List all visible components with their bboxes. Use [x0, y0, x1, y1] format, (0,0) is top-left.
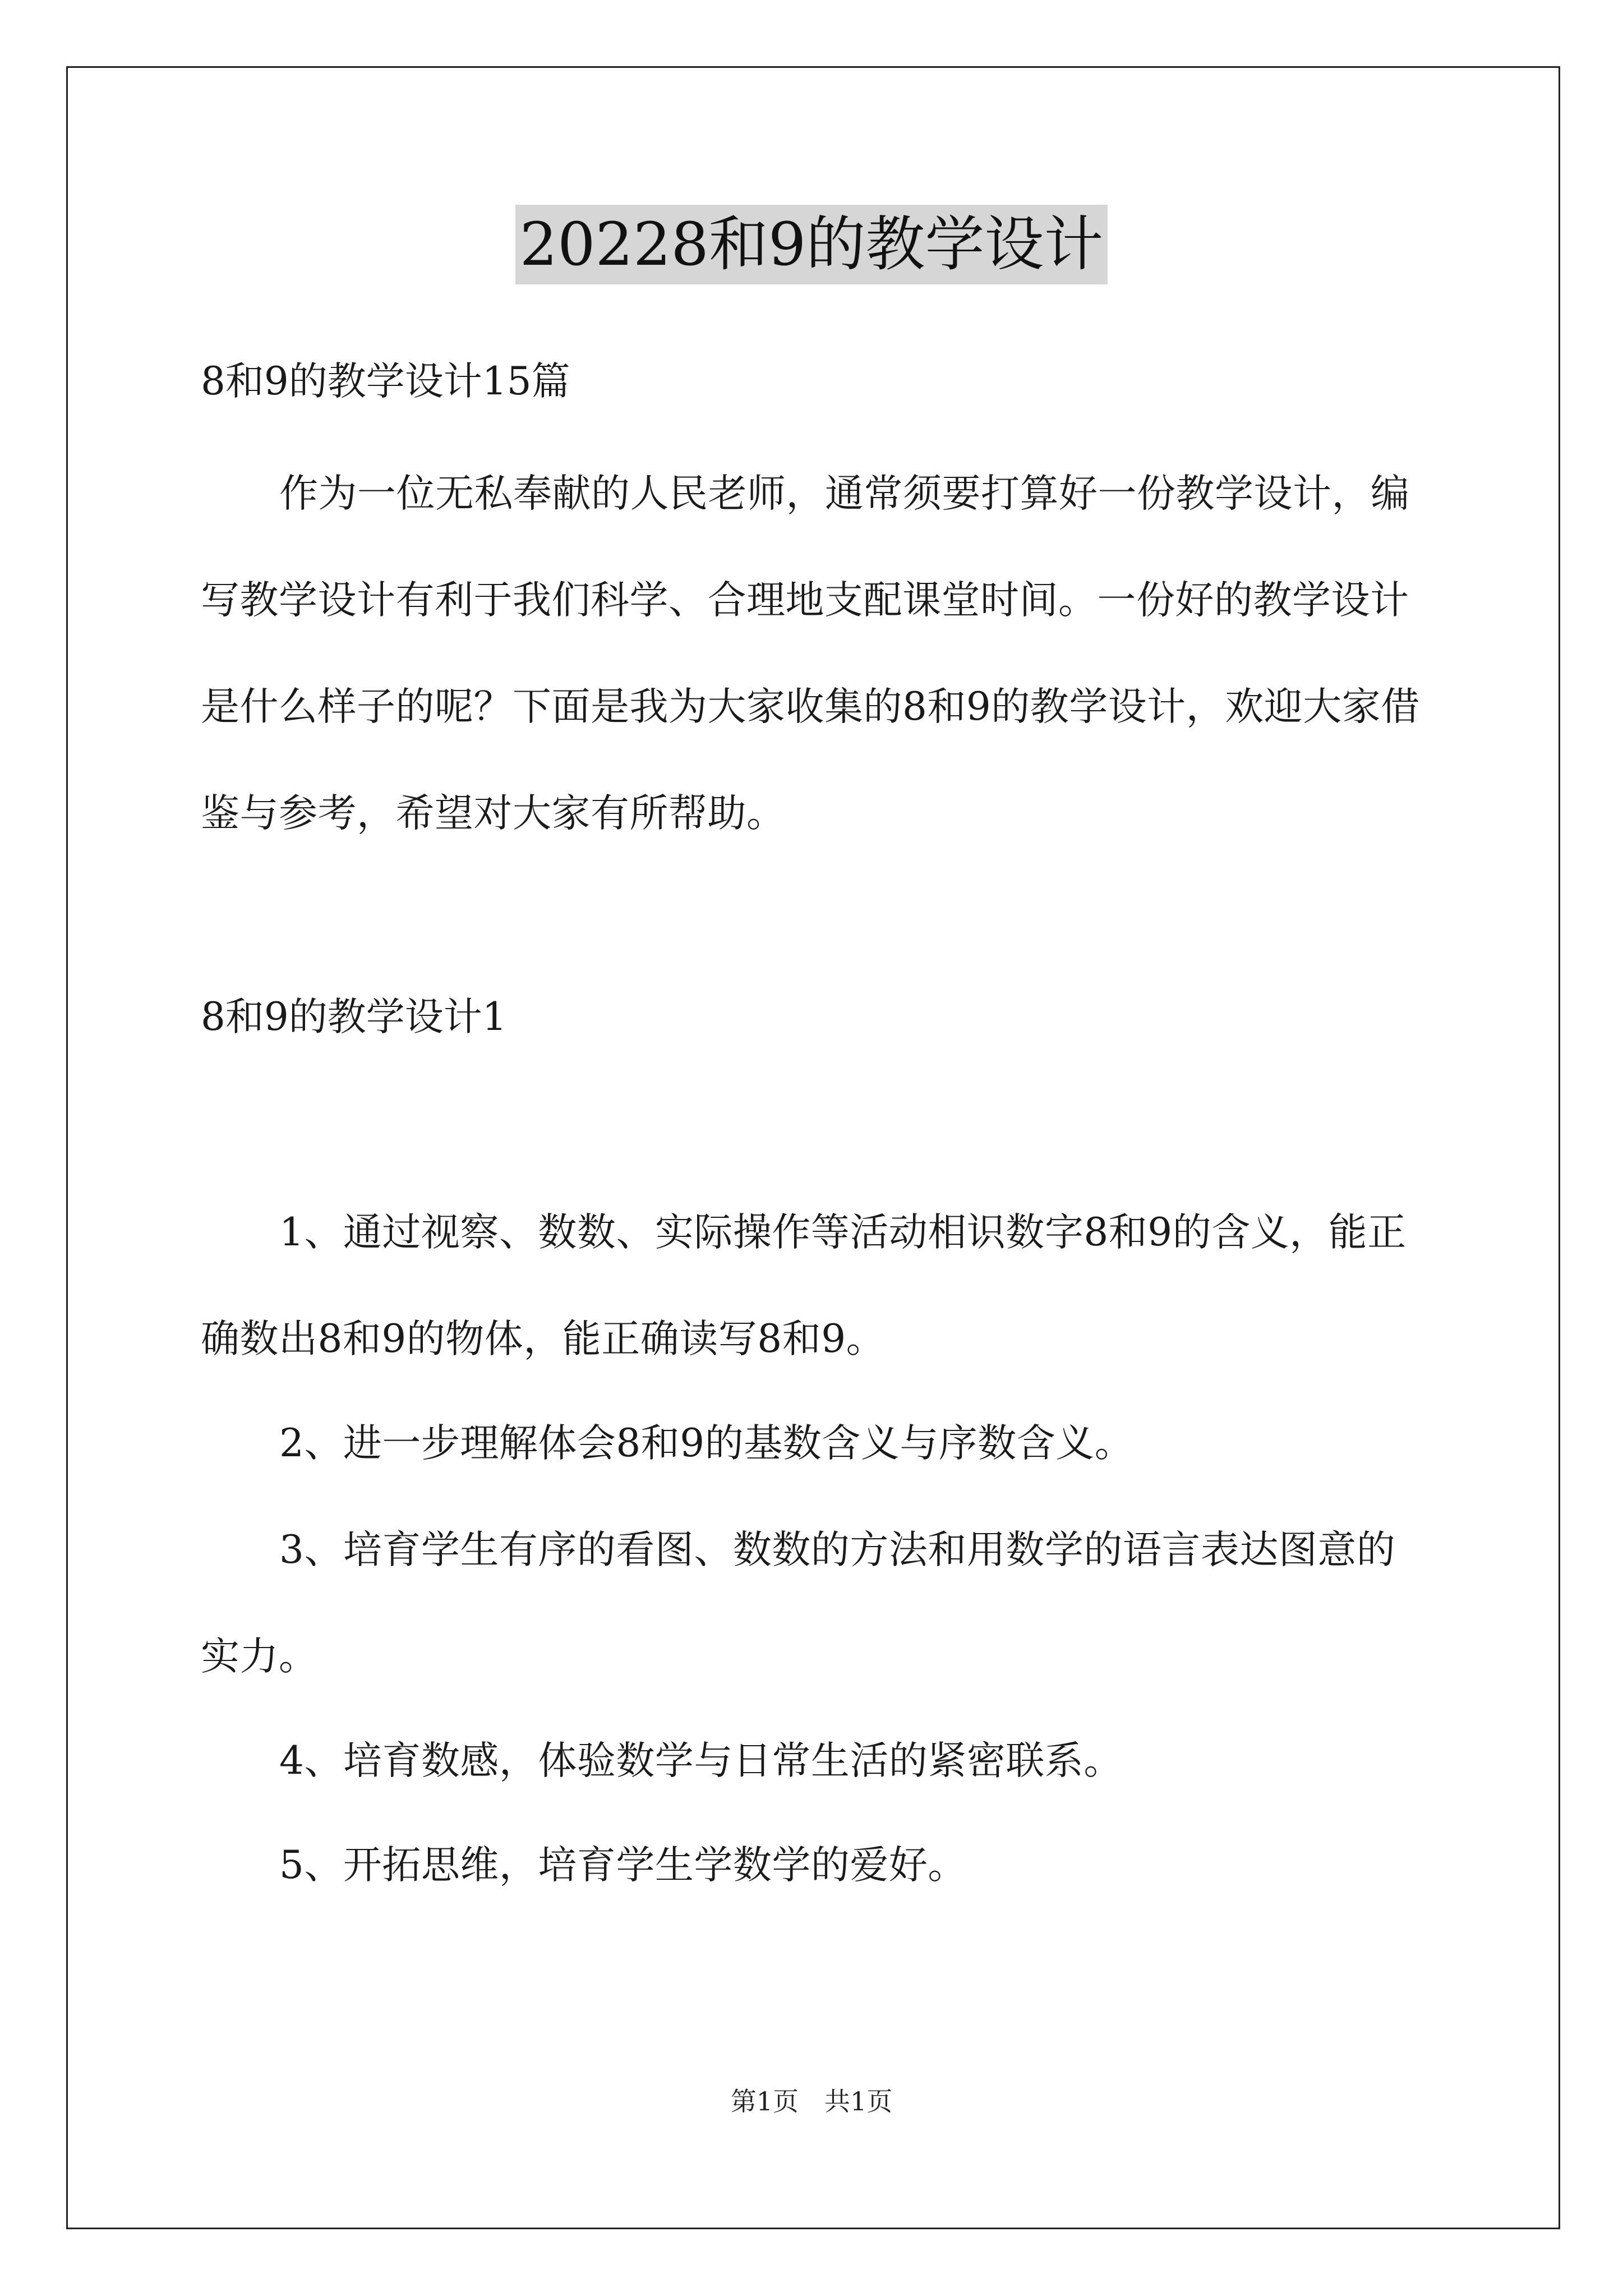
title-container [0, 205, 1623, 284]
objective-5: 5、开拓思维，培育学生学数学的爱好。 [279, 1843, 967, 1888]
objective-2: 2、进一步理解体会8和9的基数含义与序数含义。 [279, 1421, 1134, 1466]
document-title: 20228和9的教学设计 [515, 205, 1108, 284]
objective-1: 1、通过视察、数数、实际操作等活动相识数字8和9的含义，能正确数出8和9的物体，能正确读写8和9。 [201, 1210, 1407, 1361]
objective-3: 3、培育学生有序的看图、数数的方法和用数学的语言表达图意的实力。 [201, 1527, 1396, 1679]
section-heading: 8和9的教学设计1 [201, 995, 507, 1039]
page-footer: 第1页 共1页 [730, 2086, 893, 2116]
intro-paragraph: 作为一位无私奉献的人民老师，通常须要打算好一份教学设计，编写教学设计有利于我们科学、合理地支配课堂时间。一份好的教学设计是什么样子的呢？下面是我为大家收集的8和9的教学设计，欢迎大家借鉴与参考，希望对大家有所帮助。 [201, 471, 1420, 836]
document-subtitle: 8和9的教学设计15篇 [201, 359, 570, 404]
objective-4: 4、培育数感，体验数学与日常生活的紧密联系。 [279, 1738, 1123, 1783]
